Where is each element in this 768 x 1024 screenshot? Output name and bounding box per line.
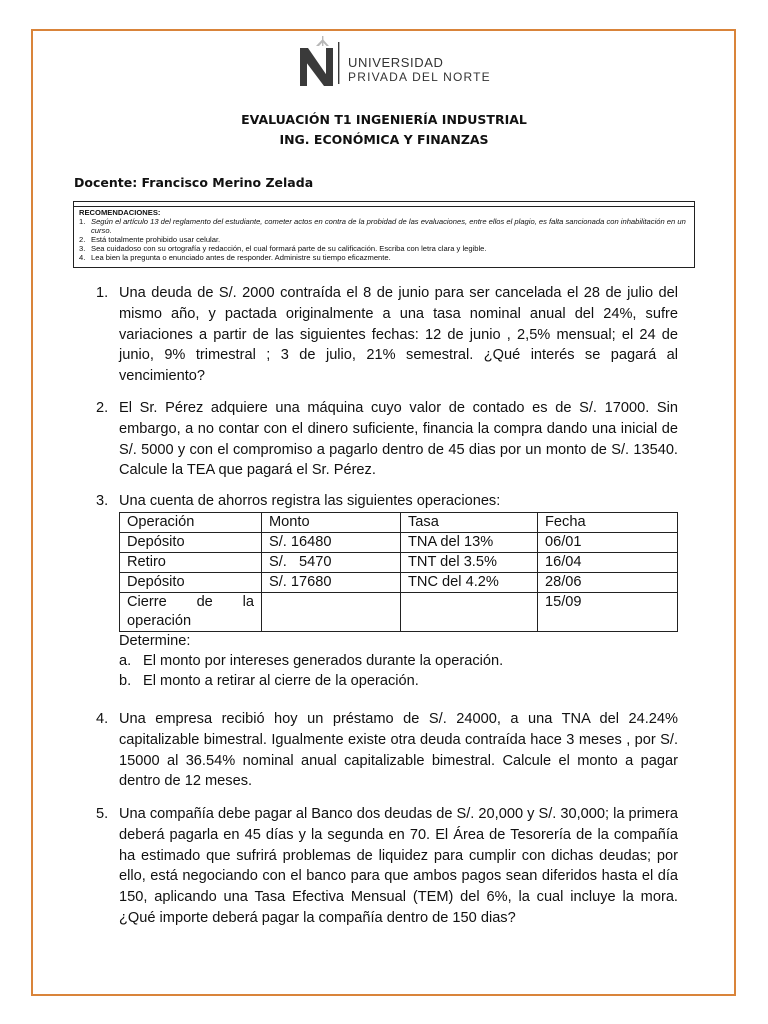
recommendation-item: 3. Sea cuidadoso con su ortografía y redacción, el cual formará parte de su calificación. Escriba con letra clara y legible. bbox=[79, 244, 487, 253]
table-row bbox=[120, 573, 678, 593]
table-cell: Cierre de la operación bbox=[120, 593, 262, 632]
table-header-cell: Monto bbox=[262, 513, 401, 533]
determine-label: Determine: bbox=[119, 633, 191, 649]
question-text: El Sr. Pérez adquiere una máquina cuyo valor de contado es de S/. 17000. Sin embargo, a no contar con el dinero suficiente, financia la compra dando una inicial de S/. 5000 y con el compromiso a pagarlo dentro de 45 dias por un monto de S/. 13540. Calcule la TEA que pagará el Sr. Pérez. bbox=[119, 400, 678, 479]
question-3 bbox=[96, 491, 678, 512]
table-header-cell: Tasa bbox=[401, 513, 538, 533]
table-cell: S/. 17680 bbox=[262, 573, 401, 593]
question-text: Una cuenta de ahorros registra las siguientes operaciones: bbox=[119, 493, 501, 509]
table-cell: 06/01 bbox=[538, 533, 678, 553]
teacher-name: Docente: Francisco Merino Zelada bbox=[74, 175, 314, 190]
question-text: Una compañía debe pagar al Banco dos deudas de S/. 20,000 y S/. 30,000; la primera deberá pagarla en 45 días y la segunda en 70. El Área de Tesorería de la compañía ha estimado que sufrirá problemas de liquidez para cumplir con dichas deudas; por ello, está negociando con el banco para que ambos pagos sean diferidos hasta el día 150, aplicando una Tasa Efectiva Mensual (TEM) del 6%, la cual incluye la mora. ¿Qué importe deberá pagar la compañía dentro de 150 dias? bbox=[119, 806, 678, 926]
question-number: 4. bbox=[96, 711, 109, 727]
question-1 bbox=[96, 283, 678, 387]
table-cell: 15/09 bbox=[538, 593, 678, 632]
operations-table bbox=[119, 512, 678, 632]
table-cell: TNC del 4.2% bbox=[401, 573, 538, 593]
question-number: 1. bbox=[96, 285, 109, 301]
table-cell: Depósito bbox=[120, 533, 262, 553]
table-cell: 16/04 bbox=[538, 553, 678, 573]
logo-text-line1: UNIVERSIDAD bbox=[348, 55, 444, 70]
question-number: 5. bbox=[96, 806, 109, 822]
question-text: Una empresa recibió hoy un préstamo de S/. 24000, a una TNA del 24.24% capitalizable bimestral. Igualmente existe otra deuda contraída hace 3 meses , por S/. 15000 al 36.54% nominal anual capitalizable bimestral. Calcule el monto a pagar dentro de 12 meses. bbox=[119, 711, 678, 790]
table-cell bbox=[401, 593, 538, 632]
recommendation-item: 1. Según el artículo 13 del reglamento del estudiante, cometer actos en contra de la probidad de las evaluaciones, entre ellos el plagio, es falta sancionada con inhabilitación en un curso. bbox=[79, 217, 686, 235]
table-cell: 28/06 bbox=[538, 573, 678, 593]
question-text: Una deuda de S/. 2000 contraída el 8 de junio para ser cancelada el 28 de julio del mismo año, y pactada originalmente a una tasa nominal anual del 24%, sufre variaciones a partir de las siguientes fechas: 12 de junio , 2,5% mensual; el 24 de junio, 9% trimestral ; 3 de julio, 21% semestral. ¿Qué interés se pagará al vencimiento? bbox=[119, 285, 678, 385]
upn-emblem-icon bbox=[298, 36, 346, 88]
recommendation-item: 4. Lea bien la pregunta o enunciado antes de responder. Administre su tiempo eficazmente. bbox=[79, 253, 391, 262]
recommendations-box bbox=[73, 201, 695, 268]
question-number: 2. bbox=[96, 400, 109, 416]
question-2 bbox=[96, 398, 678, 481]
table-header-row bbox=[120, 513, 678, 533]
subquestion-a: a. El monto por intereses generados durante la operación. bbox=[119, 653, 504, 669]
university-logo bbox=[298, 36, 498, 90]
table-header-cell: Operación bbox=[120, 513, 262, 533]
table-row bbox=[120, 593, 678, 632]
table-cell: TNA del 13% bbox=[401, 533, 538, 553]
recommendation-item: 2. Está totalmente prohibido usar celular. bbox=[79, 235, 221, 244]
recommendations-title: RECOMENDACIONES: bbox=[74, 206, 694, 217]
question-5 bbox=[96, 804, 678, 929]
subquestion-b: b. El monto a retirar al cierre de la operación. bbox=[119, 673, 419, 689]
table-header-cell: Fecha bbox=[538, 513, 678, 533]
table-cell: Depósito bbox=[120, 573, 262, 593]
table-row bbox=[120, 533, 678, 553]
question-number: 3. bbox=[96, 493, 109, 509]
exam-title: EVALUACIÓN T1 INGENIERÍA INDUSTRIAL bbox=[241, 112, 527, 127]
logo-text-line2: PRIVADA DEL NORTE bbox=[348, 70, 491, 84]
question-4 bbox=[96, 709, 678, 792]
table-cell: Retiro bbox=[120, 553, 262, 573]
table-cell bbox=[262, 593, 401, 632]
table-cell: S/. 5470 bbox=[262, 553, 401, 573]
table-row bbox=[120, 553, 678, 573]
course-title: ING. ECONÓMICA Y FINANZAS bbox=[279, 132, 489, 147]
table-cell: TNT del 3.5% bbox=[401, 553, 538, 573]
table-cell: S/. 16480 bbox=[262, 533, 401, 553]
